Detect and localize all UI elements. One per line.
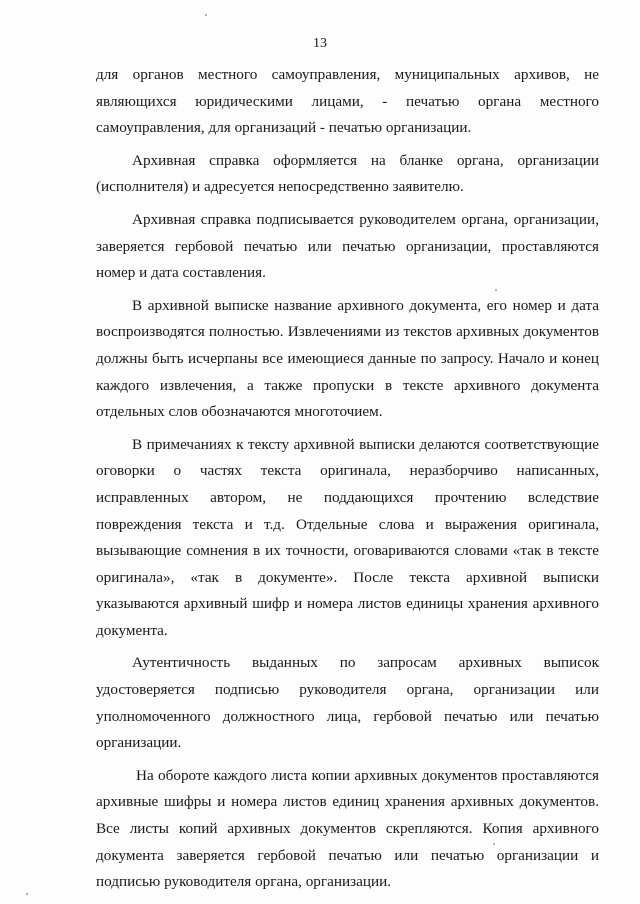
paragraph-archival-certificate-signature: Архивная справка подписывается руководителем органа, организации, заверяется гербовой печатью или печатью организации, проставляются номер и дата составления. — [96, 210, 599, 282]
scan-speck — [26, 893, 28, 895]
scan-speck — [493, 843, 495, 845]
body-text — [96, 62, 599, 896]
paragraph-authenticity: Аутентичность выданных по запросам архивных выписок удостоверяется подписью руководителя органа, организации или уполномоченного должностного лица, гербовой печатью или печатью организации. — [96, 654, 599, 752]
paragraph-archival-extract: В архивной выписке название архивного документа, его номер и дата воспроизводятся полностью. Извлечениями из текстов архивных документов должны быть исчерпаны все имеющиеся данные по запросу. Начало и конец каждого извлечения, а также пропуски в тексте архивного документа отдельных слов обозначаются многоточием. — [96, 296, 599, 421]
paragraph-extract-notes: В примечаниях к тексту архивной выписки делаются соответствующие оговорки о частях текста оригинала, неразборчиво написанных, исправленных автором, не поддающихся прочтению вследствие повреждения текста и т.д. Отдельные слова и выражения оригинала, вызывающие сомнения в их точности, оговариваются словами «так в тексте оригинала», «так в документе». После текста архивной выписки указываются архивный шифр и номера листов единицы хранения архивного документа. — [96, 435, 599, 639]
paragraph-archival-certificate-form: Архивная справка оформляется на бланке органа, организации (исполнителя) и адресуется непосредственно заявителю. — [96, 151, 599, 196]
page-number: 13 — [313, 36, 327, 51]
paragraph-copies-reverse: На обороте каждого листа копии архивных документов проставляются архивные шифры и номера листов единиц хранения архивных документов. Все листы копий архивных документов скрепляются. Копия архивного документа заверяется гербовой печатью или печатью организации и подписью руководителя органа, организации. — [96, 766, 599, 891]
paragraph-continuation: для органов местного самоуправления, муниципальных архивов, не являющихся юридическими лицами, - печатью органа местного самоуправления, для организаций - печатью организации. — [96, 66, 599, 137]
scan-speck — [205, 14, 207, 16]
scan-speck — [495, 289, 497, 291]
